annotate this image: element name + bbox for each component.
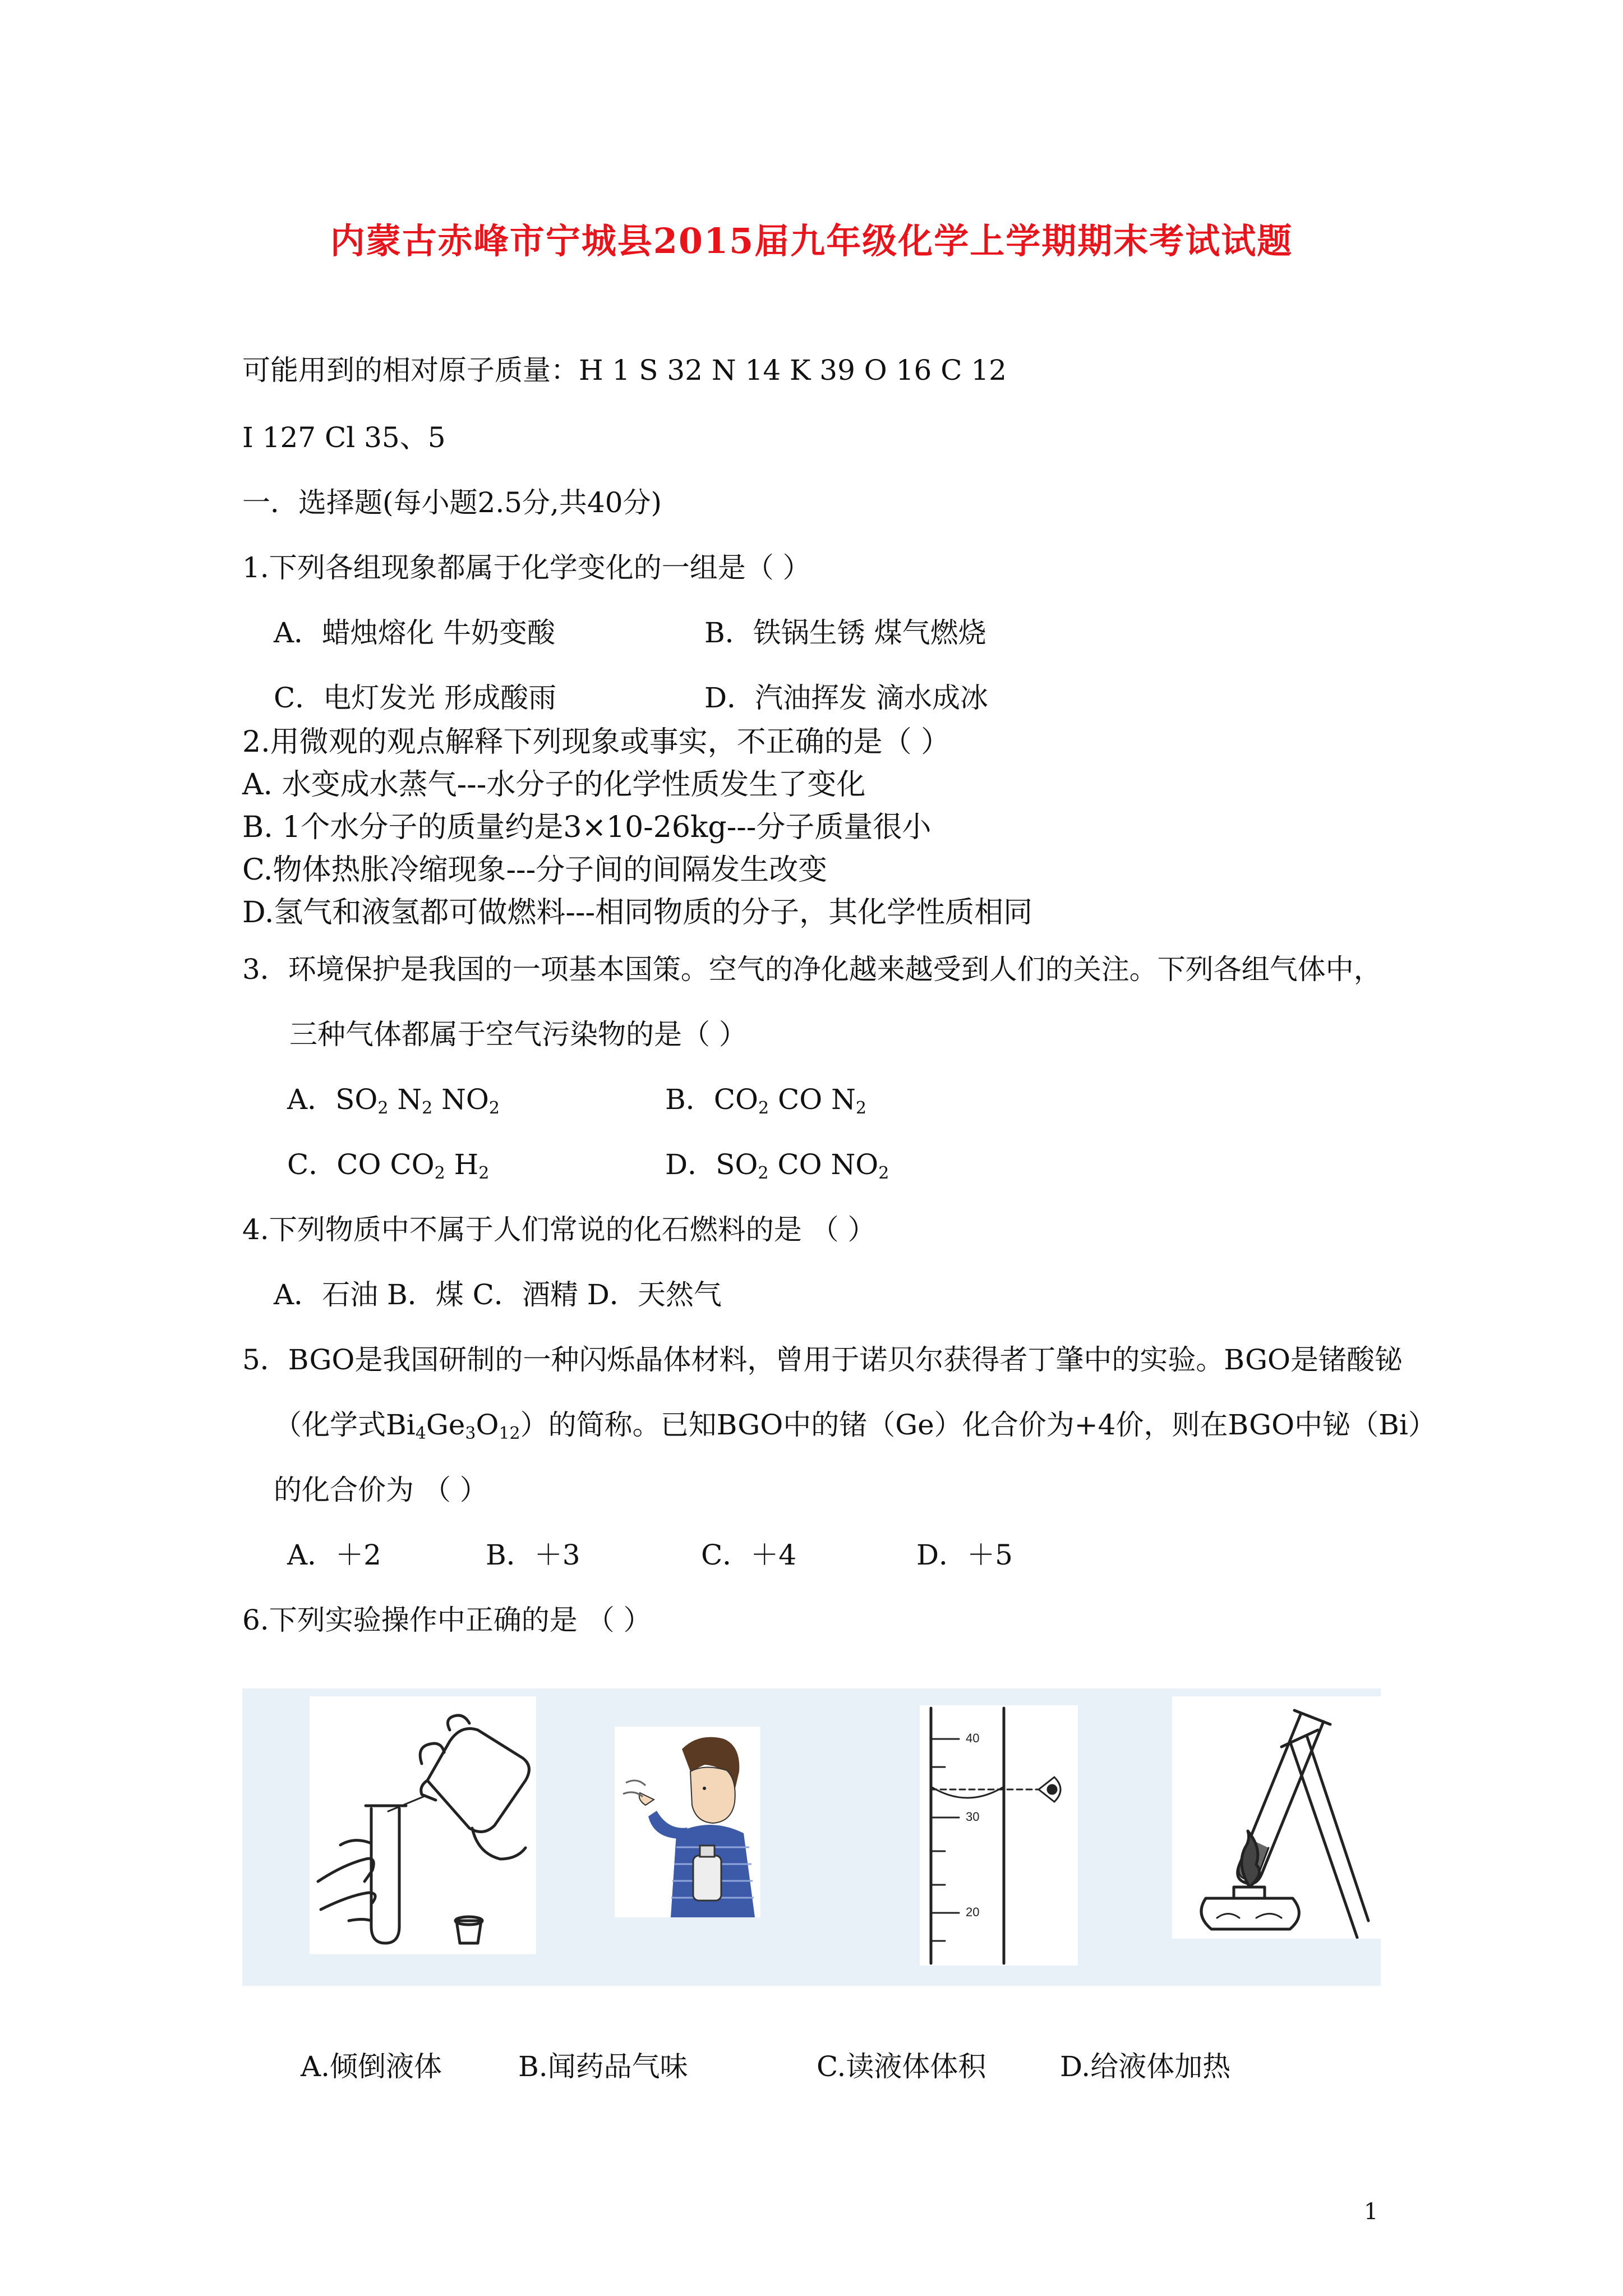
q1-option-d: D．汽油挥发 滴水成冰 bbox=[704, 682, 988, 714]
q5-option-b: B．＋3 bbox=[486, 1539, 580, 1571]
q5-stem-line3: 的化合价为 （ ） bbox=[274, 1474, 488, 1506]
section-heading: 一．选择题(每小题2.5分,共40分) bbox=[242, 486, 662, 519]
graduated-cylinder-picture bbox=[920, 1705, 1078, 1966]
q5-option-d: D．＋5 bbox=[916, 1539, 1013, 1571]
q3-stem-line1: 3．环境保护是我国的一项基本国策。空气的净化越来越受到人们的关注。下列各组气体中， bbox=[242, 953, 1382, 986]
q6-option-a: A.倾倒液体 bbox=[301, 2050, 442, 2083]
heating-liquid-picture bbox=[1172, 1696, 1415, 1939]
q3-option-a: A．$SO_2$ $N_2$ $NO_2$ bbox=[287, 1083, 500, 1118]
pouring-liquid-picture bbox=[310, 1696, 536, 1954]
q3-option-b: B．$CO_2$ CO $N_2$ bbox=[665, 1083, 866, 1118]
q3-option-d: D．$SO_2$ CO $NO_2$ bbox=[665, 1148, 889, 1183]
q6-stem: 6.下列实验操作中正确的是 （ ） bbox=[242, 1604, 652, 1636]
q2-option-c: C.物体热胀冷缩现象---分子间的间隔发生改变 bbox=[242, 853, 828, 887]
q2-stem: 2.用微观的观点解释下列现象或事实，不正确的是（ ） bbox=[242, 725, 951, 759]
q2-option-b: B. 1个水分子的质量约是3×10-26kg---分子质量很小 bbox=[242, 811, 932, 844]
smelling-gas-picture bbox=[615, 1727, 760, 1917]
document-title: 内蒙古赤峰市宁城县2015届九年级化学上学期期末考试试题 bbox=[330, 220, 1293, 261]
q2-option-a: A. 水变成水蒸气---水分子的化学性质发生了变化 bbox=[242, 768, 866, 802]
q1-stem: 1.下列各组现象都属于化学变化的一组是（ ） bbox=[242, 551, 811, 584]
q5-option-a: A．＋2 bbox=[287, 1539, 381, 1571]
cylinder-tick-30: 30 bbox=[966, 1810, 980, 1824]
cylinder-tick-20: 20 bbox=[966, 1905, 980, 1919]
q2-option-d: D.氢气和液氢都可做燃料---相同物质的分子，其化学性质相同 bbox=[242, 896, 1033, 930]
q5-option-c: C．＋4 bbox=[701, 1539, 797, 1571]
q4-options: A．石油 B．煤 C．酒精 D．天然气 bbox=[274, 1278, 722, 1311]
q4-stem: 4.下列物质中不属于人们常说的化石燃料的是 （ ） bbox=[242, 1213, 876, 1246]
q6-option-d: D.给液体加热 bbox=[1060, 2050, 1231, 2083]
q6-option-b: B.闻药品气味 bbox=[518, 2050, 688, 2083]
atomic-mass-line1: 可能用到的相对原子质量：H 1 S 32 N 14 K 39 O 16 C 12 bbox=[242, 354, 1007, 386]
atomic-mass-line2: I 127 Cl 35、5 bbox=[242, 421, 446, 454]
q3-option-c: C．CO $CO_2$ $H_2$ bbox=[287, 1148, 490, 1183]
q1-option-c: C．电灯发光 形成酸雨 bbox=[274, 682, 557, 714]
page-number: 1 bbox=[1364, 2199, 1378, 2225]
q1-option-b: B．铁锅生锈 煤气燃烧 bbox=[704, 616, 986, 649]
q5-stem-line2: （化学式$Bi_4Ge_3O_{12}$）的简称。已知BGO中的锗（Ge）化合价为+4价，则在BGO中铋（Bi） bbox=[274, 1409, 1436, 1443]
cylinder-tick-40: 40 bbox=[966, 1731, 980, 1745]
q1-option-a: A．蜡烛熔化 牛奶变酸 bbox=[274, 616, 556, 649]
q5-stem-line1: 5．BGO是我国研制的一种闪烁晶体材料，曾用于诺贝尔获得者丁肇中的实验。BGO是锗酸铋 bbox=[242, 1343, 1403, 1376]
q6-option-c: C.读液体体积 bbox=[817, 2050, 986, 2083]
q3-stem-line2: 三种气体都属于空气污染物的是（ ） bbox=[289, 1018, 747, 1051]
